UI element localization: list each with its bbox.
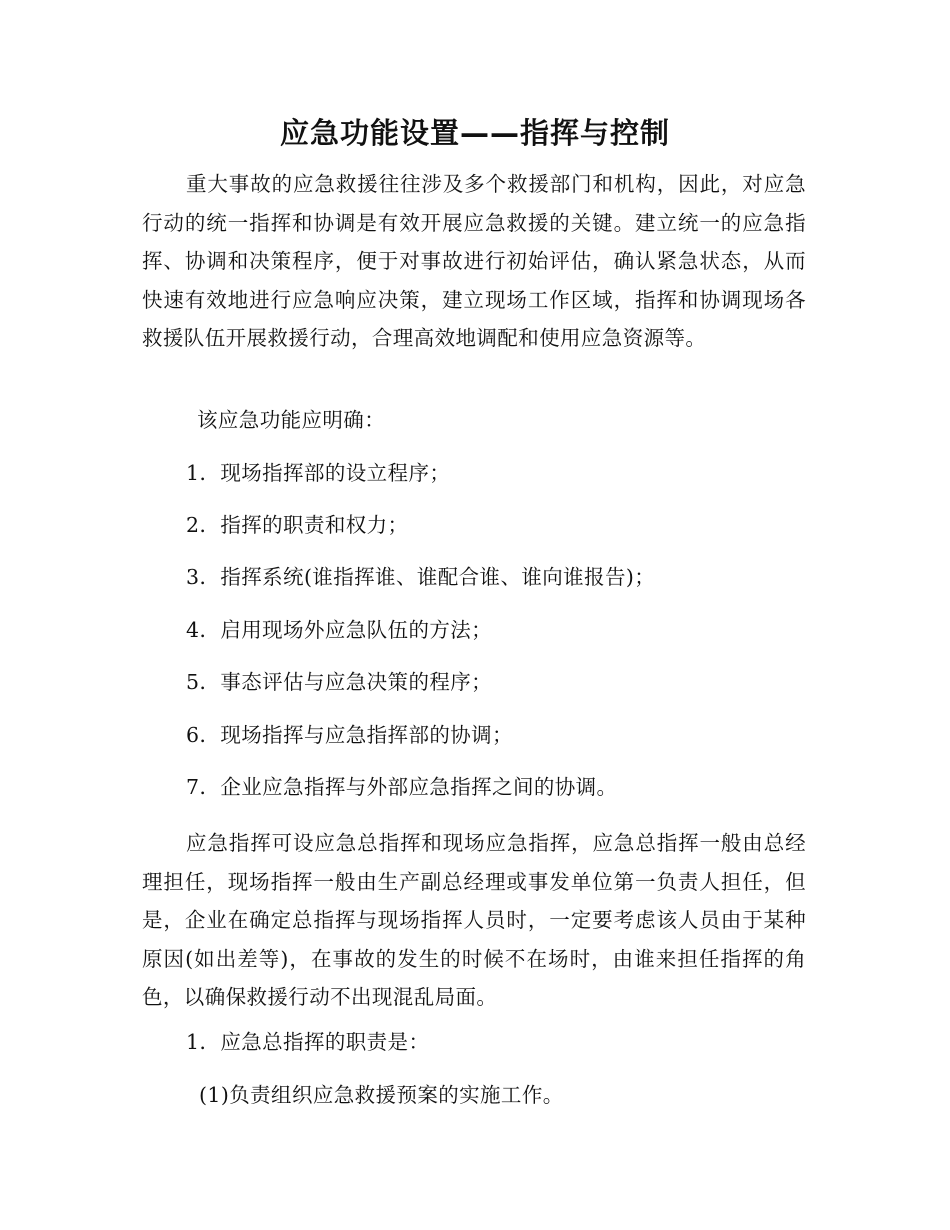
page-title: 应急功能设置——指挥与控制	[279, 116, 670, 150]
requirements-intro: 该应急功能应明确：	[197, 408, 386, 432]
list-item: 3．指挥系统(谁指挥谁、谁配合谁、谁向谁报告)；	[186, 565, 656, 589]
section-subheading: 1．应急总指挥的职责是：	[186, 1030, 430, 1054]
paragraph-intro: 重大事故的应急救援往往涉及多个救援部门和机构，因此，对应急行动的统一指挥和协调是有效开展应急救援的关键。建立统一的应急指挥、协调和决策程序，便于对事故进行初始评估，确认紧急状态，从而快速有效地进行应急响应决策，建立现场工作区域，指挥和协调现场各救援队伍开展救援行动，合理高效地调配和使用应急资源等。	[142, 172, 806, 350]
list-item: 5．事态评估与应急决策的程序；	[186, 670, 493, 694]
paragraph-command: 应急指挥可设应急总指挥和现场应急指挥，应急总指挥一般由总经理担任，现场指挥一般由生产副总经理或事发单位第一负责人担任，但是，企业在确定总指挥与现场指挥人员时，一定要考虑该人员由于某种原因(如出差等)，在事故的发生的时候不在场时，由谁来担任指挥的角色，以确保救援行动不出现混乱局面。	[142, 831, 806, 1009]
list-item: 6．现场指挥与应急指挥部的协调；	[186, 723, 513, 747]
list-item: 7．企业应急指挥与外部应急指挥之间的协调。	[186, 775, 618, 799]
sub-list-item: (1)负责组织应急救援预案的实施工作。	[199, 1083, 564, 1107]
list-item: 4．启用现场外应急队伍的方法；	[186, 618, 493, 642]
list-item: 1．现场指挥部的设立程序；	[186, 461, 451, 485]
list-item: 2．指挥的职责和权力；	[186, 513, 409, 537]
